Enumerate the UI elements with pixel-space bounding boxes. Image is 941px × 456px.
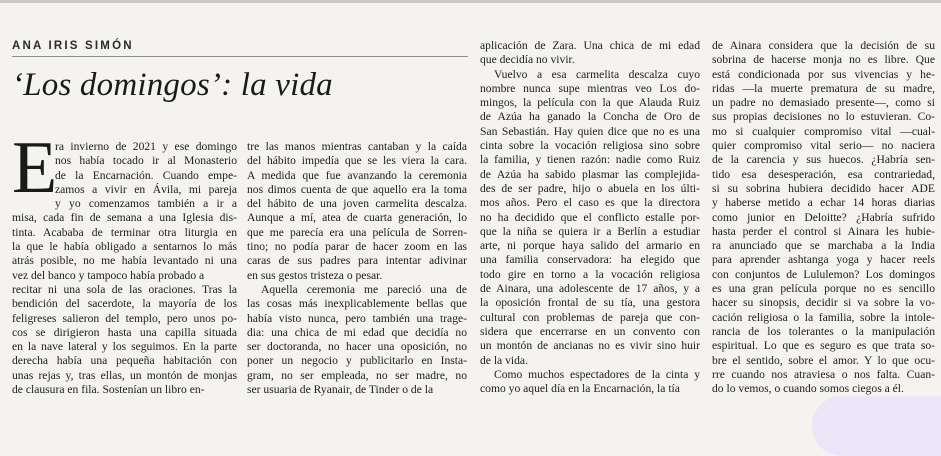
text-line: ra invierno de 2021 y ese domingo xyxy=(55,140,237,153)
text-line: de la vida. xyxy=(480,353,528,367)
text-line: tino; no podía parar de hacer zoom en las xyxy=(247,240,467,254)
text-line: no ha decidido que el conflicto estalle por- xyxy=(480,210,700,224)
text-line: de la carencia y sus huecos. ¿Habría sen- xyxy=(712,153,935,167)
text-line: Como muchos espectadores de la cinta y xyxy=(494,367,700,381)
text-line: y haberse metido a echar 14 horas diarias xyxy=(712,196,935,210)
text-line: zamos a vivir en Ávila, mi pareja xyxy=(55,182,237,196)
text-line: ridas —la muerte prematura de su madre, xyxy=(712,81,935,95)
text-line: la que le había obligado a sentarnos lo más xyxy=(12,240,237,254)
article-column-2 xyxy=(247,140,467,397)
text-line: bendición del sacerdote, la mayoría de los xyxy=(12,297,237,311)
text-line: San Sebastián. Hay quien dice que no es una xyxy=(480,124,700,138)
text-line: dia: una chica de mi edad que decidía no xyxy=(247,325,467,339)
text-line: mos años. Pero el caso es que la directora xyxy=(480,196,700,210)
text-line: recitar ni una sola de las oraciones. Tras la xyxy=(12,282,237,296)
text-line: caras de sus padres para intentar adivinar xyxy=(247,254,467,268)
text-line: ser usuaria de Ryanair, de Tinder o de la xyxy=(247,383,434,397)
text-line: de Ainara, una adolescente de 17 años, y a xyxy=(480,282,700,296)
text-line: es una gran película porque no es sencillo xyxy=(712,282,935,296)
text-line: tinta. Acababa de terminar otra liturgia en xyxy=(12,225,237,239)
text-line: las cosas más inexplicablemente bellas que xyxy=(247,297,467,311)
text-line: rre cuando nos atraviesa o nos falta. Cuan- xyxy=(712,367,935,381)
text-line: de Ainara considera que la decisión de su xyxy=(712,39,935,52)
text-line: como yo aquel día en la Encarnación, la tía xyxy=(480,382,680,396)
text-line: con conjuntos de Lululemon? Los domingos xyxy=(712,267,935,281)
text-line: que me parecía era una película de Sorren- xyxy=(247,225,467,239)
text-line: en sus gestos tristeza o pesar. xyxy=(247,268,383,282)
cropped-top-edge xyxy=(0,0,941,3)
text-line: de la Encarnación. Cuando empe- xyxy=(55,168,237,182)
text-line: cos se dirigieron hasta una capilla situada xyxy=(12,325,237,339)
text-line: como junior en Deloitte? ¿Habría sufrido xyxy=(712,210,935,224)
text-line: sus propias decisiones no lo estuvieran. Co- xyxy=(712,110,935,124)
article-column-4 xyxy=(712,39,935,396)
text-line: había visto nunca, pero también una trage- xyxy=(247,311,467,325)
overlay-widget-corner xyxy=(812,396,941,456)
text-line: de clausura en fila. Sostenían un libro en- xyxy=(12,383,205,397)
text-line: la oposición frontal de su tía, una gestora xyxy=(480,296,700,310)
text-line: gram, no ser empleada, no ser madre, no xyxy=(247,368,467,382)
text-line: vez del banco y tampoco había probado a xyxy=(12,268,205,282)
text-line: mingos, la película con la que Alauda Ruiz xyxy=(480,96,700,110)
text-line: feligreses salieron del templo, pero unos po- xyxy=(12,311,237,325)
article-title: ‘Los domingos’: la vida xyxy=(12,67,333,103)
text-line: nombre nunca supe mientras veo Los do- xyxy=(480,81,700,95)
text-line: misa, cada fin de semana a una Iglesia dis- xyxy=(12,211,237,225)
byline-divider xyxy=(12,56,468,57)
author-byline: ANA IRIS SIMÓN xyxy=(12,40,134,52)
text-line: cultural con problemas de pareja que con- xyxy=(480,310,700,324)
text-line: hasta perder el control si Ainara les hubie- xyxy=(712,224,935,238)
text-line: una familia conservadora: ha elegido que xyxy=(480,253,700,267)
text-line: Aquella ceremonia me pareció una de xyxy=(261,282,467,296)
text-line: nos dimos cuenta de que aquello era la toma xyxy=(247,182,467,196)
text-line: ra anunciado que se marchaba a la India xyxy=(712,239,935,253)
text-line: espiritual. Lo que es seguro es que trata so- xyxy=(712,339,935,353)
text-line: si su sobrina hubiera decidido hacer ADE xyxy=(712,181,935,195)
text-line: derecha había una pequeña habitación con xyxy=(12,354,237,368)
text-line: que decidía no vivir. xyxy=(480,53,575,67)
text-line: en la nave lateral y los seguimos. En la parte xyxy=(12,340,237,354)
text-line: aplicación de Zara. Una chica de mi edad xyxy=(480,39,700,52)
article-column-1 xyxy=(12,127,237,397)
drop-cap: E xyxy=(12,127,58,209)
text-line: poner un negocio y publicitarlo en Insta- xyxy=(247,354,467,368)
text-line: tido esa desesperación, esa contrariedad, xyxy=(712,167,935,181)
text-line: cinta sobre la vocación religiosa sino sobre xyxy=(480,139,700,153)
text-line: hacer su sinopsis, decidir si va sobre la vo- xyxy=(712,296,935,310)
text-line: para aprender ashtanga yoga y hacer reels xyxy=(712,253,935,267)
text-line: Vuelvo a esa carmelita descalza cuyo xyxy=(494,67,700,81)
text-line: del hábito impedía que se les viera la cara. xyxy=(247,154,467,168)
text-line: un padre no demasiado presente—, como si xyxy=(712,96,935,110)
text-line: que la niña se quiera ir a Berlín a estudiar xyxy=(480,224,700,238)
article-column-3 xyxy=(480,39,700,396)
text-line: do lo vemos, o cuando somos ciegos a él. xyxy=(712,382,904,396)
text-line: sidera que encerrarse en un convento con xyxy=(480,324,700,338)
text-line: atrás posible, no me había levantado ni una xyxy=(12,254,237,268)
text-line: des de ser padre, hijo o abuela en los últi- xyxy=(480,181,700,195)
text-line: unas rejas y, tras ellas, un montón de monjas xyxy=(12,368,237,382)
text-line: de Azúa ha sabido plasmar las complejida- xyxy=(480,167,700,181)
text-line: ser doctoranda, no hacer una oposición, no xyxy=(247,340,467,354)
text-line: Aunque a mí, atea de cuarta generación, lo xyxy=(247,211,467,225)
text-line: sobrina de hacerse monja no es libre. Que xyxy=(712,53,935,67)
text-line: de Azúa ha ganado la Concha de Oro de xyxy=(480,110,700,124)
text-line: tre las manos mientras cantaban y la caída xyxy=(247,140,467,153)
text-line: todo gire en torno a la vocación religiosa xyxy=(480,267,700,281)
text-line: bre el sentido, sobre el amor. Y lo que ocu- xyxy=(712,353,935,367)
text-line: y yo comenzamos también a ir a xyxy=(55,197,237,211)
text-line: cación religiosa o la familia, sobre la intole- xyxy=(712,310,935,324)
text-line: nos había tocado ir al Monasterio xyxy=(55,154,237,168)
text-line: A medida que fue avanzando la ceremonia xyxy=(247,168,467,182)
text-line: del hábito de una joven carmelita descalza. xyxy=(247,197,467,211)
text-line: quier compromiso vital serio— no naciera xyxy=(712,139,935,153)
text-line: un montón de ancianas no es vivir sino huir xyxy=(480,339,700,353)
text-line: arte, ni porque haya salido del armario en xyxy=(480,239,700,253)
text-line: rancia de los tolerantes o la manipulación xyxy=(712,324,935,338)
text-line: mo si cualquier compromiso vital —cual- xyxy=(712,124,935,138)
text-line: está condicionada por sus vivencias y he- xyxy=(712,67,935,81)
text-line: la familia, y tienen razón: nadie como Ruiz xyxy=(480,153,700,167)
